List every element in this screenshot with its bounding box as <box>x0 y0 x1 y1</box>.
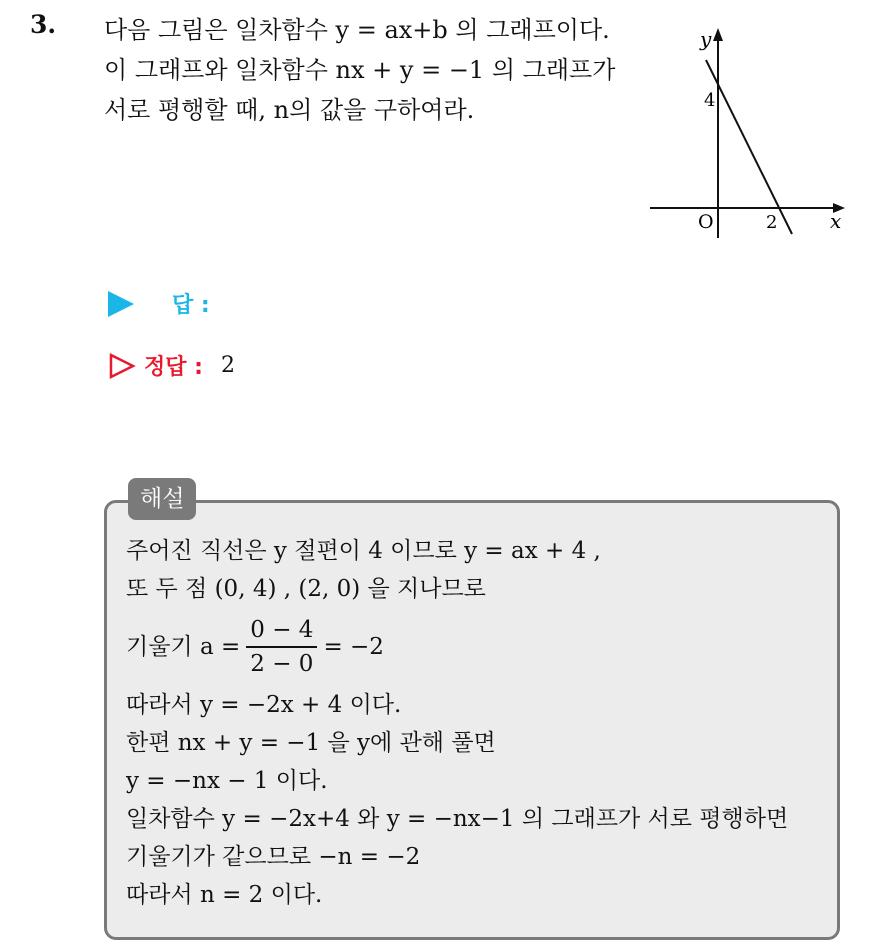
solution-line-5: 한편 nx + y = −1 을 y에 관해 풀면 <box>126 730 496 756</box>
correct-answer-label: 정답 : <box>144 355 203 380</box>
y-axis-label: y <box>700 27 712 51</box>
slope-fraction <box>246 614 317 680</box>
origin-label: O <box>698 211 714 233</box>
solution-text <box>126 532 788 914</box>
y-axis-arrow <box>713 28 723 41</box>
play-outline-icon <box>108 352 136 380</box>
fraction-denominator: 2 − 0 <box>250 651 314 677</box>
correct-answer-row <box>108 350 235 381</box>
y-intercept-label: 4 <box>704 90 716 111</box>
slope-result: = −2 <box>323 634 384 660</box>
answer-row <box>108 288 210 319</box>
play-filled-icon <box>108 291 134 317</box>
x-axis-label: x <box>830 209 842 233</box>
solution-line-8: 기울기가 같으므로 −n = −2 <box>126 844 421 870</box>
fraction-numerator: 0 − 4 <box>246 614 317 648</box>
question-number: 3. <box>30 10 57 39</box>
solution-line-6: y = −nx − 1 이다. <box>126 768 328 794</box>
correct-answer-value: 2 <box>220 353 235 378</box>
question-line-3: 서로 평행할 때, n의 값을 구하여라. <box>104 96 475 124</box>
solution-line-2: 또 두 점 (0, 4) , (2, 0) 을 지나므로 <box>126 576 486 602</box>
solution-line-4: 따라서 y = −2x + 4 이다. <box>126 692 402 718</box>
question-line-1: 다음 그림은 일차함수 y = ax+b 의 그래프이다. <box>104 16 610 44</box>
solution-line-9: 따라서 n = 2 이다. <box>126 882 323 908</box>
solution-line-1: 주어진 직선은 y 절편이 4 이므로 y = ax + 4 , <box>126 538 601 564</box>
question-text <box>104 10 644 130</box>
answer-label: 답 : <box>172 293 210 318</box>
solution-line-3 <box>126 608 788 686</box>
solution-line-7: 일차함수 y = −2x+4 와 y = −nx−1 의 그래프가 서로 평행하면 <box>126 806 789 832</box>
x-intercept-label: 2 <box>766 212 778 233</box>
solution-tab: 해설 <box>128 478 196 520</box>
slope-prefix: 기울기 a = <box>126 634 241 660</box>
question-line-2: 이 그래프와 일차함수 nx + y = −1 의 그래프가 <box>104 56 616 84</box>
linear-function-graph <box>640 24 855 244</box>
